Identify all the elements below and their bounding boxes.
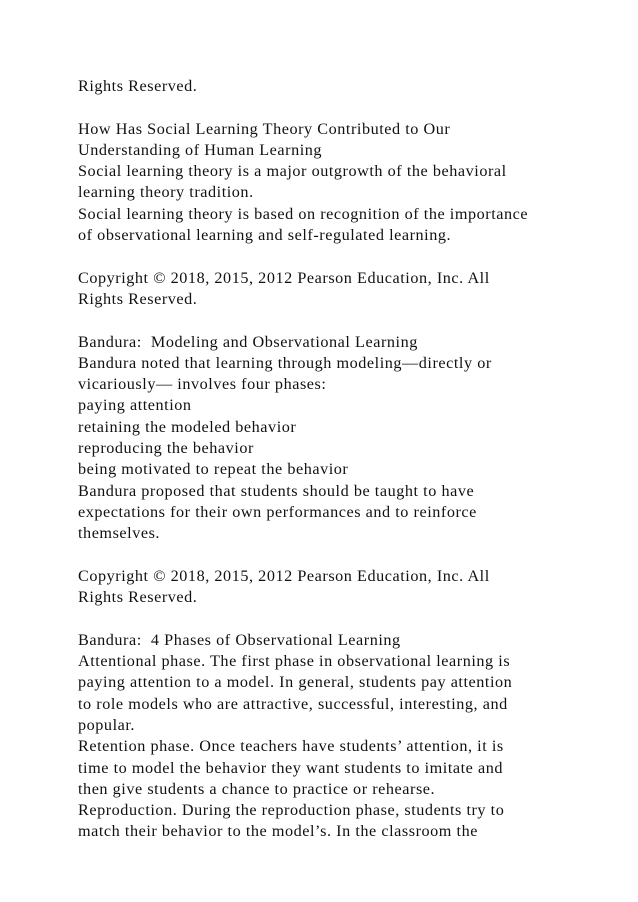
list-item: reproducing the behavior xyxy=(78,439,254,458)
text-line: Rights Reserved. xyxy=(78,77,198,95)
paragraph-gap xyxy=(78,246,618,267)
text-line: vicariously— involves four phases: xyxy=(78,375,327,394)
paragraph-gap xyxy=(78,97,618,118)
text-line: Social learning theory is based on recognition of the importance xyxy=(78,204,529,223)
list-item: paying attention xyxy=(78,396,192,415)
text-line: Social learning theory is a major outgrowth of the behavioral xyxy=(78,162,507,181)
text-line: of observational learning and self-regulated learning. xyxy=(78,226,452,245)
text-line: time to model the behavior they want students to imitate and xyxy=(78,758,504,777)
section-heading: How Has Social Learning Theory Contributed to Our xyxy=(78,119,451,138)
section-heading: Bandura: 4 Phases of Observational Learning xyxy=(78,630,401,649)
text-line: to role models who are attractive, successful, interesting, and xyxy=(78,694,508,713)
document-text xyxy=(78,76,618,843)
copyright-line: Copyright © 2018, 2015, 2012 Pearson Education, Inc. All xyxy=(78,566,490,585)
copyright-line: Rights Reserved. xyxy=(78,289,198,308)
copyright-line: Copyright © 2018, 2015, 2012 Pearson Education, Inc. All xyxy=(78,268,490,287)
text-line: learning theory tradition. xyxy=(78,183,254,202)
text-line: match their behavior to the model’s. In the classroom the xyxy=(78,822,478,841)
paragraph-gap xyxy=(78,545,618,566)
text-line: Retention phase. Once teachers have students’ attention, it is xyxy=(78,737,504,756)
text-line: paying attention to a model. In general, students pay attention xyxy=(78,673,513,692)
list-item: being motivated to repeat the behavior xyxy=(78,460,349,479)
text-line: expectations for their own performances and to reinforce xyxy=(78,502,477,521)
text-line: then give students a chance to practice or rehearse. xyxy=(78,779,436,798)
text-line: Bandura noted that learning through modeling—directly or xyxy=(78,353,492,372)
text-line: Reproduction. During the reproduction phase, students try to xyxy=(78,801,505,820)
text-line: Bandura proposed that students should be taught to have xyxy=(78,481,475,500)
paragraph-gap xyxy=(78,608,618,629)
text-line: popular. xyxy=(78,715,136,734)
copyright-line: Rights Reserved. xyxy=(78,588,198,607)
section-heading: Understanding of Human Learning xyxy=(78,140,323,159)
list-item: retaining the modeled behavior xyxy=(78,417,297,436)
section-heading: Bandura: Modeling and Observational Learning xyxy=(78,332,418,351)
paragraph-gap xyxy=(78,310,618,331)
text-line: Attentional phase. The first phase in observational learning is xyxy=(78,652,511,671)
text-line: themselves. xyxy=(78,524,161,543)
